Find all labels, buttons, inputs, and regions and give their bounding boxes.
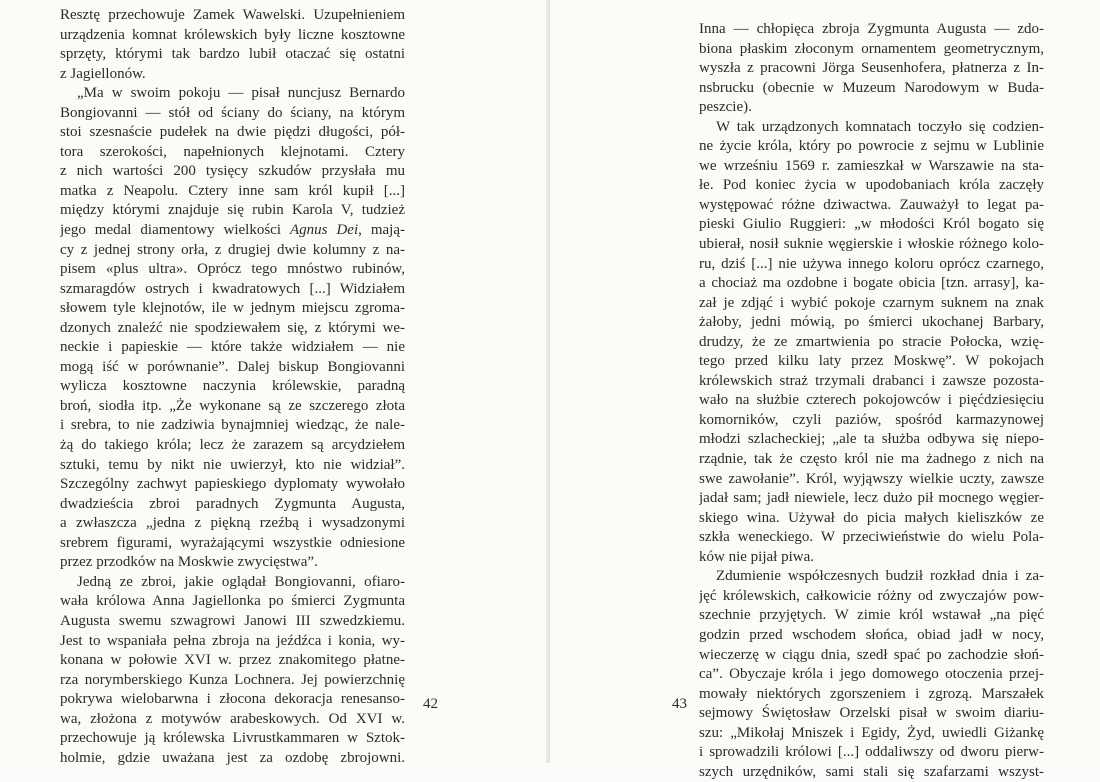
text-line: szych urzędników, sami stali się szafarzami wszyst- [699,763,1044,780]
text-line: między którymi znajduje się rubin Karola V, tudzież [60,202,405,219]
text-line: szmaragdów ostrych i kwadratowych [...] Widziałem [60,280,405,297]
right-page-number: 43 [672,696,687,712]
text-line: holmie, gdzie uważana jest za ozdobę zbrojowni. [60,749,405,766]
text-line: srebrem figurami, wyrażającymi wszystkie odniesione [60,534,405,551]
text-line: wało na służbie czterech pokojowców i pięćdziesięciu [699,392,1044,409]
text-line: sztuki, temu by nikt nie uwierzył, kto nie widział”. [60,456,405,473]
text-line: drudzy, że ze zmartwienia po stracie Połocka, wzię- [699,333,1044,350]
text-line: słowem tyle klejnotów, ile w jednym miejscu zgroma- [60,300,405,317]
text-line: we wrześniu 1569 r. zamieszkał w Warszawie na sta- [699,157,1044,174]
text-line: ne życie króla, który po powrocie z sejmu w Lublinie [699,138,1044,155]
text-line: tora szerokości, napełnionych klejnotami. Cztery [60,143,405,160]
text-line: peszcie). [699,99,752,116]
text-line: wylicza kosztowne naczynia królewskie, paradną [60,378,405,395]
text-line: komorników, czyli paziów, spośród karmazynowej [699,411,1044,428]
left-page-body [60,6,405,768]
text-line: wa, złożona z motywów arabeskowych. Od XVI w. [60,710,405,727]
text-line: a zwłaszcza „jedna z piękną rzeźbą i wysadzonymi [60,515,405,532]
text-line: konana w połowie XVI w. przez znakomitego płatne- [60,652,405,669]
text-line: biona płaskim złoconym ornamentem geometrycznym, [699,40,1044,57]
text-line: żą do takiego króla; lecz że zarazem są arcydziełem [60,437,405,454]
text-line: Augusta swemu szwagrowi Janowi III szwedzkiemu. [60,612,405,629]
text-line: Zdumienie współczesnych budził rozkład dnia i za- [716,568,1044,585]
text-line: szkła weneckiego. W przeciwieństwie do wielu Pola- [699,529,1044,546]
text-line: z nich wartości 200 tysięcy szkudów przysłała mu [60,163,405,180]
text-line: sprzęty, którymi tak bardzo lubił otaczać się ostatni [60,46,405,63]
text-line: mowały niektórych zgorszeniem i zgrozą. Marszałek [699,685,1044,702]
text-line: nsbrucku (obecnie w Muzeum Narodowym w Buda- [699,79,1044,96]
text-line: ru, dziś [...] nie używa innego koloru oprócz czarnego, [699,255,1044,272]
text-line: młodzi szlacheckiej; „ale ta służba odbywa się niepo- [699,431,1044,448]
text-line: i sprowadzili królowi [...] oddaliwszy od dworu pierw- [699,744,1044,761]
text-line: cy z jednej strony orła, z drugiej dwie kolumny z na- [60,241,405,258]
text-line: sejmowy Świętosław Orzelski pisał w swoim diariu- [699,705,1044,722]
text-line: ubierał, nosił suknie węgierskie i włoskie różnego kolo- [699,236,1044,253]
text-line: mogą iść w porównanie”. Dalej biskup Bongiovanni [60,358,405,375]
right-page-body [699,20,1044,782]
text-line: Inna — chłopięca zbroja Zygmunta Augusta — zdo- [699,21,1044,37]
text-line: zał je zdjąć i wybić pokoje czarnym suknem na znak [699,294,1044,311]
text-line: z Jagiellonów. [60,65,146,82]
text-line: łe. Pod koniec życia w upodobaniach króla zaczęły [699,177,1044,194]
text-line: pokrywa wielobarwna i złocona dekoracja renesanso- [60,691,405,708]
text-line: jego medal diamentowy wielkości Agnus Dei, mają- [60,222,405,239]
text-line: rządnie, tak że często król nie ma żadnego z nich na [699,451,1044,468]
text-line: stoi szesnaście pudełek na dwie piędzi długości, pół- [60,124,405,141]
text-line: wieczerzę w ciągu dnia, szedł spać po zachodzie słoń- [699,646,1044,663]
text-line: urządzenia komnat królewskich były liczne kosztowne [60,26,405,43]
text-line: pieski Giulio Ruggieri: „w młodości Król bogato się [699,216,1044,233]
text-line: szechnie przyjętych. W zimie król wstawał „na pięć [699,607,1044,624]
text-line: występować różne dziwactwa. Zauważył to legat pa- [699,196,1044,213]
text-line: pisem «plus ultra». Oprócz tego mnóstwo rubinów, [60,261,405,278]
text-line: ków nie pijał piwa. [699,548,814,565]
text-line: wyszła z pracowni Jörga Seusenhofera, płatnerza z In- [699,60,1044,77]
text-line: jęć królewskich, całkowicie różny od zwyczajów pow- [699,587,1044,604]
text-line: Jedną ze zbroi, jakie oglądał Bongiovanni, ofiaro- [77,573,405,590]
text-line: przechowuje ją królewska Livrustkammaren w Sztok- [60,730,405,747]
text-line: godzin przed wschodem słońca, obiad jadł w nocy, [699,626,1044,643]
text-line: Resztę przechowuje Zamek Wawelski. Uzupełnieniem [60,7,405,23]
text-line: dwadzieścia zbroi paradnych Zygmunta Augusta, [60,495,405,512]
text-line: ca”. Obyczaje króla i jego domowego otoczenia przej- [699,666,1044,683]
text-line: W tak urządzonych komnatach toczyło się codzien- [716,118,1044,135]
text-line: wała królowa Anna Jagiellonka po śmierci Zygmunta [60,593,405,610]
text-line: matka z Neapolu. Cztery inne sam król kupił [...] [60,182,405,199]
text-line: Bongiovanni — stół od ściany do ściany, na którym [60,104,405,121]
text-line: żałoby, jedni mówią, po śmierci ukochanej Barbary, [699,314,1044,331]
text-line: jadał sam; jadł niewiele, lecz dużo pił mocnego węgier- [699,490,1044,507]
text-line: i srebra, to nie zadziwia bynajmniej wiedząc, że nale- [60,417,405,434]
text-line: rza norymberskiego Kunza Lochnera. Jej powierzchnię [60,671,405,688]
text-line: a chociaż ma ozdobne i bogate obicia [tzn. arrasy], ka- [699,275,1044,292]
text-line: „Ma w swoim pokoju — pisał nuncjusz Bernardo [77,85,405,102]
text-line: neckie i papieskie — które także widziałem — nie [60,339,405,356]
text-line: swe zawołanie”. Król, wyjąwszy wielkie uczty, zawsze [699,470,1044,487]
text-line: Szczególny zachwyt papieskiego dyplomaty wywołało [60,476,405,493]
text-line: broń, siodła itp. „Że wykonane są ze szczerego złota [60,397,405,414]
right-page [550,0,1100,780]
text-line: przez przodków na Moskwie zwycięstwa”. [60,554,318,571]
left-page-number: 42 [423,696,438,712]
text-line: skiego wina. Używał do picia małych kieliszków ze [699,509,1044,526]
text-line: królewskich straż trzymali drabanci i zawsze pozosta- [699,372,1044,389]
left-page [0,0,550,766]
text-line: dzonych znaleźć nie spodziewałem się, z którymi we- [60,319,405,336]
text-line: tego przed kilku laty przez Moskwę”. W pokojach [699,353,1044,370]
text-line: Jest to wspaniała pełna zbroja na jeźdźca i konia, wy- [60,632,405,649]
text-line: szu: „Mikołaj Mniszek i Egidy, Żyd, uwiedli Giżankę [699,724,1044,741]
